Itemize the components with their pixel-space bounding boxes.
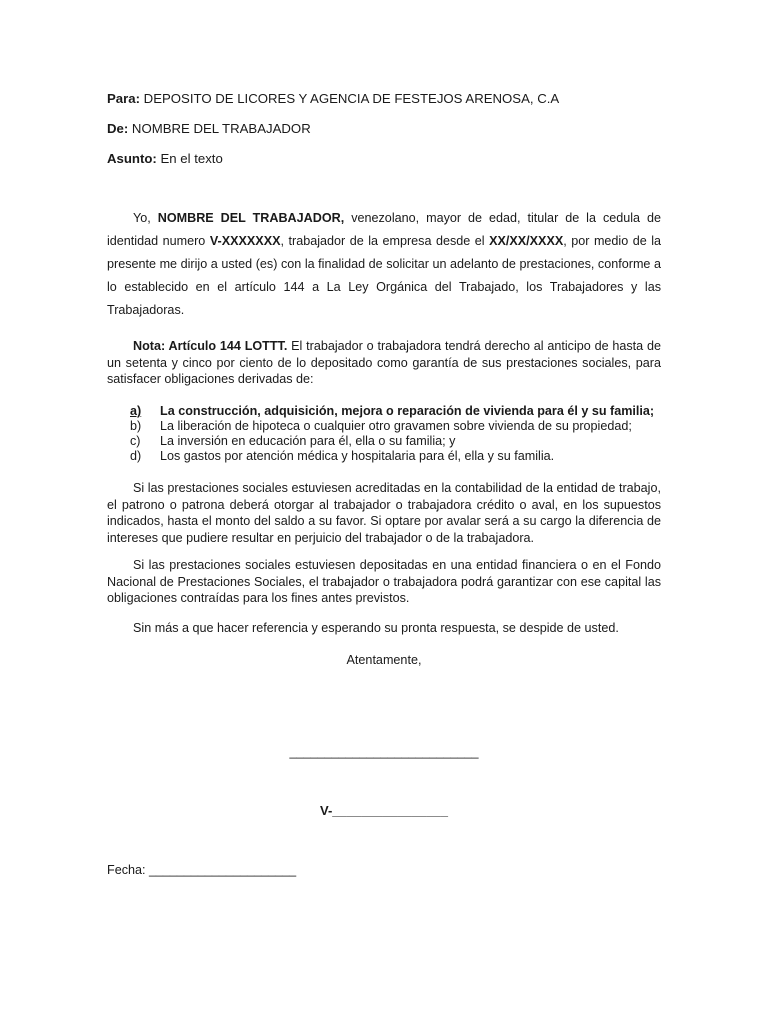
para-line <box>107 91 559 106</box>
intro-paragraph <box>107 207 661 322</box>
closing-text: Sin más a que hacer referencia y esperando su pronta respuesta, se despide de usted. <box>133 621 619 635</box>
intro-line-1: Yo, NOMBRE DEL TRABAJADOR, venezolano, mayor de edad, titular de la cedula de <box>133 211 662 225</box>
credito-line-3: indicados, hasta el monto del saldo a su favor. Si optare por avalar será a su cargo la diferencia de <box>107 514 661 528</box>
nota-line-3: satisfacer obligaciones derivadas de: <box>107 372 314 386</box>
asunto-label: Asunto: <box>107 151 157 166</box>
de-label: De: <box>107 121 129 136</box>
fondo-line-3: obligaciones contraídas para los fines antes previstos. <box>107 591 410 605</box>
obligations-list <box>130 404 654 464</box>
intro-line-2: identidad numero V-XXXXXXX, trabajador de la empresa desde el XX/XX/XXXX, por medio de la <box>107 234 662 248</box>
fondo-line-1: Si las prestaciones sociales estuviesen depositadas en una entidad financiera o en el Fondo <box>133 558 661 572</box>
nota-paragraph <box>107 338 661 388</box>
nota-label: Nota: Artículo 144 LOTTT. <box>133 339 288 353</box>
fecha-label: Fecha: <box>107 863 146 877</box>
list-item: d) Los gastos por atención médica y hospitalaria para él, ella y su familia. <box>130 449 555 463</box>
para-value: DEPOSITO DE LICORES Y AGENCIA DE FESTEJOS ARENOSA, C.A <box>143 91 560 106</box>
para-label: Para: <box>107 91 140 106</box>
intro-line-4: lo establecido en el artículo 144 a La Ley Orgánica del Trabajado, los Trabajadores y las <box>107 280 661 294</box>
list-item: b) La liberación de hipoteca o cualquier otro gravamen sobre vivienda de su propiedad; <box>130 419 632 433</box>
asunto-value: En el texto <box>160 151 223 166</box>
list-item: c) La inversión en educación para él, ella o su familia; y <box>130 434 456 448</box>
intro-line-3: presente me dirijo a usted (es) con la finalidad de solicitar un adelanto de prestaciones, conforme a <box>107 257 661 271</box>
credito-paragraph <box>107 480 661 546</box>
asunto-line <box>107 151 223 166</box>
nota-line-2: un setenta y cinco por ciento de lo depositado como garantía de sus prestaciones sociales, para <box>107 355 661 370</box>
list-item: a) La construcción, adquisición, mejora o reparación de vivienda para él y su familia; <box>130 404 655 418</box>
de-line <box>107 121 311 136</box>
fecha-line <box>107 863 296 877</box>
signature-line: ___________________________ <box>289 745 479 759</box>
fondo-line-2: Nacional de Prestaciones Sociales, el trabajador o trabajadora podrá garantizar con ese capital las <box>107 574 661 589</box>
intro-line-5: Trabajadoras. <box>107 303 185 317</box>
id-line: V-________________ <box>320 803 448 818</box>
credito-line-2: el patrono o patrona deberá otorgar al trabajador o trabajadora crédito o aval, en los supuestos <box>107 497 661 512</box>
atentamente-text: Atentamente, <box>346 653 422 667</box>
fecha-blank: _____________________ <box>149 863 297 877</box>
credito-line-4: intereses que pudiere resultar en perjuicio del trabajador o de la trabajadora. <box>107 530 535 545</box>
credito-line-1: Si las prestaciones sociales estuviesen acreditadas en la contabilidad de la entidad de trabajo, <box>133 481 661 495</box>
fondo-paragraph <box>107 557 661 607</box>
de-value: NOMBRE DEL TRABAJADOR <box>131 121 311 136</box>
nota-line-1: Nota: Artículo 144 LOTTT. El trabajador o trabajadora tendrá derecho al anticipo de hasta de <box>133 339 661 353</box>
